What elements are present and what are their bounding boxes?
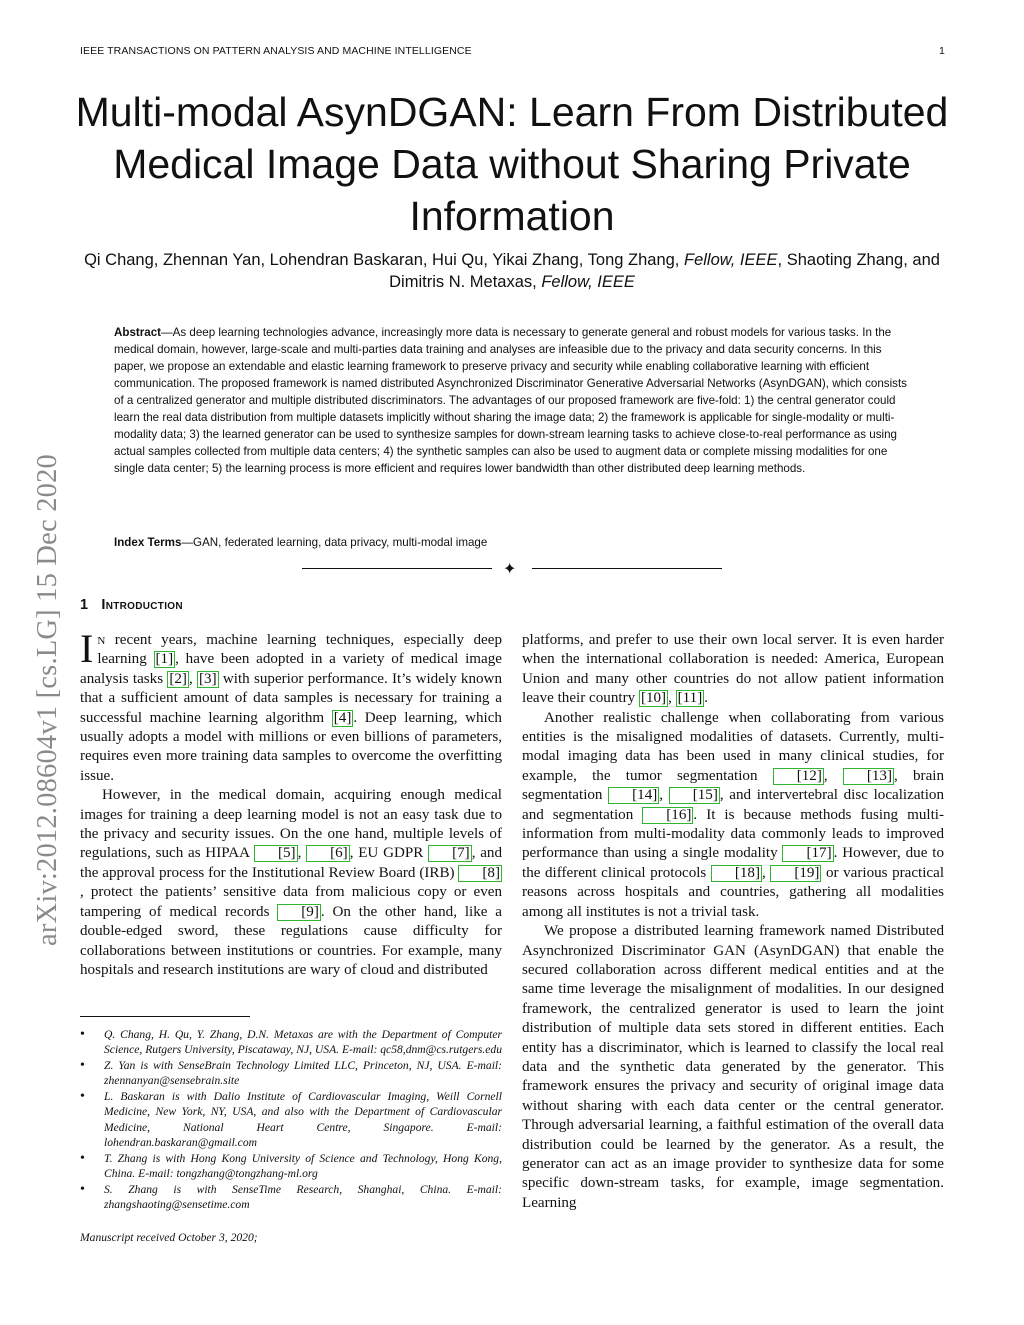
section-separator [302,559,722,579]
section-number: 1 [80,597,89,613]
paragraph-text: . It is because methods fusing multi-information from multi-modality data commonly leads to improved performance than using a single modality [522,806,944,862]
drop-cap: I [80,626,94,671]
footnote-rule [80,1016,250,1017]
section-title: Introduction [101,597,183,613]
citation-link[interactable]: [15] [669,787,720,804]
citation-link[interactable]: [1] [155,651,174,668]
footnote-item: • T. Zhang is with Hong Kong University of Science and Technology, Hong Kong, China. E-mail: tongzhang@tongzhang-ml.org [80,1151,502,1181]
separator-rule-right [532,568,722,569]
affiliation-footnotes [80,1027,502,1213]
paragraph-text: , protect the patients’ sensitive data from malicious copy or even tampering of medical records [80,884,502,920]
authors-part-1: Qi Chang, Zhennan Yan, Lohendran Baskaran, Hui Qu, Yikai Zhang, Tong Zhang, [84,251,680,269]
running-head [80,45,945,61]
footnote-item: • S. Zhang is with SenseTime Research, Shanghai, China. E-mail: zhangshaoting@sensetime.com [80,1182,502,1212]
paragraph-text: , and intervertebral disc localization and segmentation [522,787,944,823]
citation-link[interactable]: [6] [306,845,350,862]
abstract [114,325,910,478]
intro-paragraph-2 [80,786,502,980]
citation-link[interactable]: [17] [782,845,833,862]
separator-rule-left [302,568,492,569]
paragraph-text: , [188,670,198,687]
page-number: 1 [939,45,945,57]
paragraph-text: , [823,767,843,784]
citation-link[interactable]: [11] [677,690,703,707]
fellow-designation-2: Fellow, IEEE [541,273,635,291]
paragraph-text: , EU GDPR [349,845,429,862]
author-list [70,249,954,293]
arxiv-stamp: arXiv:2012.08604v1 [cs.LG] 15 Dec 2020 [32,453,63,946]
index-terms-label: Index Terms [114,536,182,549]
paper-title: Multi-modal AsynDGAN: Learn From Distributed Medical Image Data without Sharing Private Information [75,89,949,239]
paragraph-text: However, in the medical domain, acquiring enough medical images for training a deep learning model is not an easy task due to the privacy and security issues. On the one hand, multiple levels of regulations, such as HIPAA [80,787,502,862]
paragraph-text: , [297,845,307,862]
paragraph-text: . Deep learning, which usually adopts a model with millions or even billions of parameters, requires even more training data samples to overcome the overfitting issue. [80,709,502,784]
paragraph-text: or various practical reasons across hospitals and countries, gathering all modalities among all institutes is not a trivial task. [522,864,945,920]
abstract-text: —As deep learning technologies advance, increasingly more data is necessary to generate general and robust models for various tasks. In the medical domain, however, large-scale and multi-parties data training and analyses are infeasible due to the privacy and data security concerns. In this paper, we propose an extendable and elastic learning framework to preserve privacy and security while enabling collaborative learning with efficient communication. The proposed framework is named distributed Asynchronized Discriminator Generative Adversarial Networks (AsynDGAN), which consists of a centralized generator and multiple distributed discriminators. The advantages of our proposed framework are five-fold: 1) the central generator could learn the real data distribution from multiple datasets implicitly without sharing the image data; 2) the framework is applicable for single-modality or multi-modality data; 3) the learned generator can be used to synthesize samples for down-stream learning tasks to achieve close-to-real performance as using actual samples collected from multiple data centers; 4) the synthetic samples can also be used to augment data or complete missing modalities for one single data center; 5) the learning process is more efficient and requires lower bandwidth than other distributed deep learning methods. [114,326,907,475]
index-terms-text: —GAN, federated learning, data privacy, multi-modal image [181,536,488,549]
authors-part-2: , Shaoting Zhang, and Dimitris N. Metaxas, [389,251,940,291]
paragraph-text: with superior performance. It’s widely known that a sufficient amount of data samples is necessary for training a successful machine learning algorithm [80,670,503,726]
paragraph-text: . On the other hand, like a double-edged sword, these regulations cause difficulty for collaborations between institutions or countries. For example, many hospitals and research institutions are wary of cloud and distributed [80,903,502,978]
citation-link[interactable]: [14] [608,787,659,804]
citation-link[interactable]: [19] [770,865,821,882]
small-caps-text: n [97,632,106,648]
paragraph-text: , brain segmentation [522,767,945,804]
left-column [80,626,503,980]
intro-paragraph-3 [522,631,944,709]
paragraph-text: . However, due to the different clinical protocols [522,845,944,881]
intro-paragraph-5: We propose a distributed learning framework named Distributed Asynchronized Discriminator GAN (AsynDGAN) that enable the secured collaboration across different medical entities and at the same time leverage the misalignment of modalities. In our designed framework, the centralized generator is used to learn the joint distribution of multiple data sets stored in different entities. Each entity has a discriminator, which is learned to classify the local real data and the synthetic data generated by the generator. This framework ensures the privacy and security of original image data without sharing with each data center or the central generator. Through adversarial learning, a faithful estimation of the overall data distribution could be learned by the generator. As a result, the generator can act as an image provider to synthesize data for some specific down-stream tasks, for example, image segmentation. Learning [522,923,944,1211]
journal-name: IEEE TRANSACTIONS ON PATTERN ANALYSIS AND MACHINE INTELLIGENCE [80,45,472,57]
section-heading [80,597,183,613]
citation-link[interactable]: [3] [199,670,217,687]
citation-link[interactable]: [16] [642,807,693,824]
right-column [522,631,944,1213]
index-terms [114,535,910,551]
separator-diamond-icon: ✦ [503,559,517,578]
paragraph-text: , [762,864,771,881]
citation-link[interactable]: [13] [843,768,894,785]
paragraph-text: , [668,690,676,707]
citation-link[interactable]: [7] [428,845,472,862]
footnote-item: • Q. Chang, H. Qu, Y. Zhang, D.N. Metaxas are with the Department of Computer Science, Rutgers University, Piscataway, NJ, USA. E-mail: qc58,dnm@cs.rutgers.edu [80,1027,502,1057]
paragraph-text: , have been adopted in a variety of medical image analysis tasks [80,651,502,687]
intro-paragraph-4 [522,709,944,922]
citation-link[interactable]: [4] [333,709,352,726]
fellow-designation-1: Fellow, IEEE [684,251,778,269]
citation-link[interactable]: [12] [773,768,824,785]
citation-link[interactable]: [10] [640,690,667,707]
citation-link[interactable]: [5] [254,845,298,862]
footnote-item: • L. Baskaran is with Dalio Institute of Cardiovascular Imaging, Weill Cornell Medicine, New York, NY, USA, and also with the Department of Cardiovascular Medicine, National Heart Centre, Singapore. E-mail: lohendran.baskaran@gmail.com [80,1089,502,1149]
paragraph-text: recent years, machine learning techniques, especially deep learning [97,632,502,668]
citation-link[interactable]: [9] [277,904,321,921]
citation-link[interactable]: [2] [169,670,187,687]
paragraph-text: Another realistic challenge when collaborating from various entities is the misaligned modalities of datasets. Currently, multi-modal imaging data has been used in many clinical studies, for example, the tumor segmentation [522,709,944,784]
intro-paragraph-1 [80,626,503,786]
citation-link[interactable]: [8] [458,865,502,882]
paragraph-text: platforms, and prefer to use their own local server. It is even harder when the international collaboration is needed: America, European Union and many other countries do not allow patient information leave their country [522,632,944,707]
footnote-item: • Z. Yan is with SenseBrain Technology Limited LLC, Princeton, NJ, USA. E-mail: zhennanyan@sensebrain.site [80,1058,502,1088]
paragraph-text: . [704,690,709,707]
paragraph-text: , [659,787,669,804]
paragraph-text: , and the approval process for the Institutional Review Board (IRB) [80,845,502,881]
citation-link[interactable]: [18] [711,865,762,882]
abstract-label: Abstract [114,326,162,339]
manuscript-note: Manuscript received October 3, 2020; [80,1231,258,1244]
